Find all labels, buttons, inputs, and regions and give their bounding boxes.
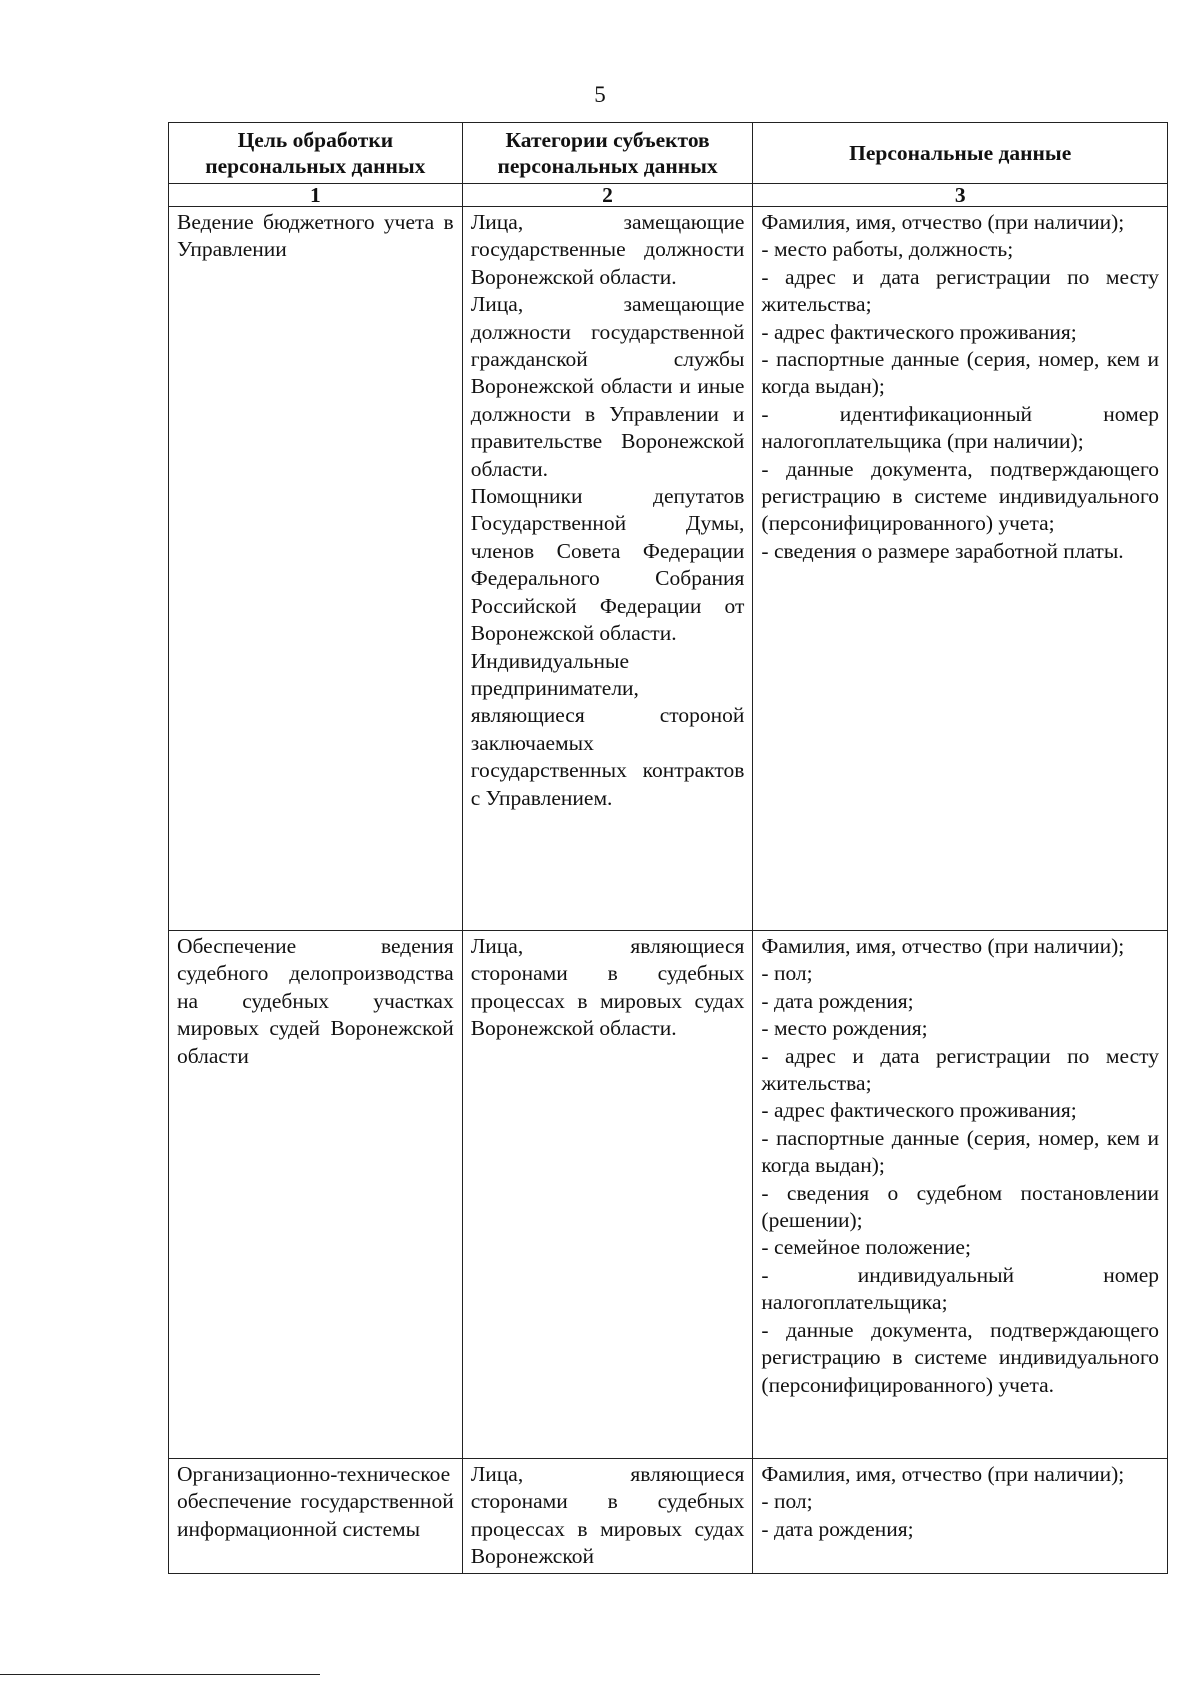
header-personal-data: Персональные данные (753, 123, 1168, 184)
page-number: 5 (594, 82, 606, 107)
row-personal-data: Фамилия, имя, отчество (при наличии); - пол; - дата рождения; - место рождения; - адрес и дата регистрации по месту жительства; - адрес фактического проживания; - паспортные данные (серия, номер, кем и когда выдан); - сведения о судебном постановлении (решении); - семейное положение; - индивидуальный номер налогоплательщика; - данные документа, подтверждающего регистрацию в системе индивидуального (персонифицированного) учета. (753, 931, 1168, 1459)
row-purpose: Организационно-техническое обеспечение государственной информационной системы (169, 1459, 463, 1574)
row-personal-data: Фамилия, имя, отчество (при наличии); - пол; - дата рождения; (753, 1459, 1168, 1574)
header-subjects: Категории субъектов персональных данных (462, 123, 753, 184)
row-purpose: Ведение бюджетного учета в Управлении (169, 207, 463, 931)
column-number-2: 2 (462, 184, 753, 207)
column-number-row (169, 184, 1168, 207)
row-subjects: Лица, замещающие государственные должности Воронежской области. Лица, замещающие должности государственной гражданской службы Воронежской области и иные должности в Управлении и правительстве Воронежской области. Помощники депутатов Государственной Думы, членов Совета Федерации Федерального Собрания Российской Федерации от Воронежской области. Индивидуальные предприниматели, являющиеся стороной заключаемых государственных контрактов с Управлением. (462, 207, 753, 931)
table-row (169, 931, 1168, 1459)
personal-data-table (168, 122, 1168, 1574)
table-row (169, 207, 1168, 931)
table-row (169, 1459, 1168, 1574)
row-subjects: Лица, являющиеся сторонами в судебных процессах в мировых судах Воронежской области. (462, 931, 753, 1459)
row-personal-data: Фамилия, имя, отчество (при наличии); - место работы, должность; - адрес и дата регистрации по месту жительства; - адрес фактического проживания; - паспортные данные (серия, номер, кем и когда выдан); - идентификационный номер налогоплательщика (при наличии); - данные документа, подтверждающего регистрацию в системе индивидуального (персонифицированного) учета; - сведения о размере заработной платы. (753, 207, 1168, 931)
footnote-divider (0, 1674, 320, 1675)
column-number-3: 3 (753, 184, 1168, 207)
column-number-1: 1 (169, 184, 463, 207)
table-header-row (169, 123, 1168, 184)
row-purpose: Обеспечение ведения судебного делопроизводства на судебных участках мировых судей Воронежской области (169, 931, 463, 1459)
row-subjects: Лица, являющиеся сторонами в судебных процессах в мировых судах Воронежской (462, 1459, 753, 1574)
header-purpose: Цель обработки персональных данных (169, 123, 463, 184)
